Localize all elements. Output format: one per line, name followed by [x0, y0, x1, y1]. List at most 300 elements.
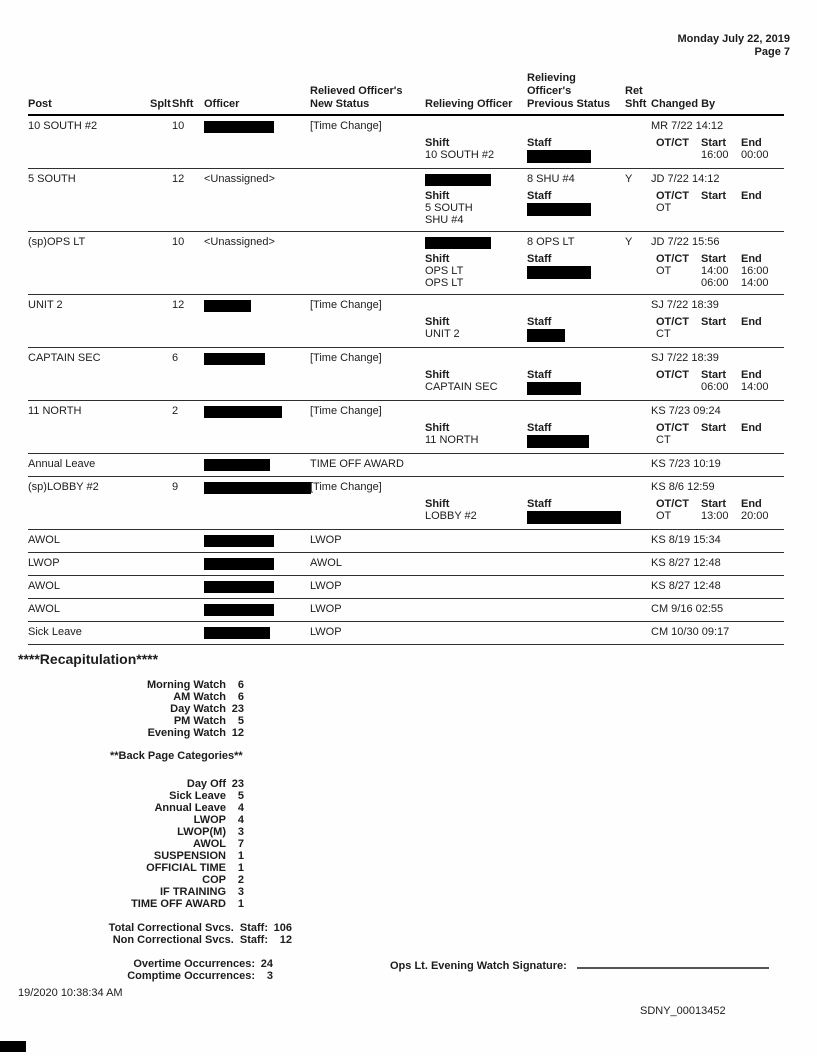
cell-post: (sp)OPS LT	[28, 236, 86, 248]
detail-times-block	[647, 190, 784, 226]
cell-shft	[172, 626, 198, 639]
cell-empty	[150, 137, 172, 163]
cell-shft	[172, 458, 198, 471]
cell-relieving-officer	[421, 299, 523, 312]
table-row	[28, 598, 784, 621]
header-cell-ret-shft	[621, 72, 647, 111]
times-values	[656, 434, 784, 446]
occurrence-line-label: Overtime Occurrences:	[133, 958, 255, 970]
cell-new-status: [Time Change]	[310, 299, 382, 311]
occurrence-line-value: 3	[266, 970, 273, 982]
cell-previous-status	[523, 120, 621, 133]
total-line-value: 12	[279, 934, 292, 946]
staff-redaction-bar	[527, 511, 621, 524]
end-value: 20:00	[741, 510, 769, 522]
header-prev-line1: Relieving Officer's	[527, 72, 576, 97]
detail-shift-line: 10 SOUTH #2	[425, 149, 495, 161]
category-line-value: 1	[237, 850, 244, 862]
detail-shift-line: 11 NORTH	[425, 434, 479, 446]
watch-line-value: 6	[237, 679, 244, 691]
row-main-line	[28, 405, 784, 418]
total-line	[18, 934, 790, 946]
detail-shift-block	[421, 190, 523, 226]
total-line-label: Total Correctional Svcs. Staff:	[108, 922, 268, 934]
detail-staff-block	[523, 316, 621, 342]
cell-new-status: [Time Change]	[310, 120, 382, 132]
cell-changed-by: KS 8/19 15:34	[651, 534, 721, 546]
scan-artifact-mark	[0, 1041, 26, 1052]
signature-blank-line	[577, 956, 769, 969]
times-values	[656, 149, 784, 161]
cell-empty	[198, 498, 306, 524]
cell-post: 11 NORTH	[28, 405, 82, 417]
category-line-label: TIME OFF AWARD	[131, 898, 226, 910]
category-line	[18, 838, 790, 850]
detail-staff-block	[523, 137, 621, 163]
cell-relieving-officer	[421, 236, 523, 249]
detail-staff-label: Staff	[527, 498, 552, 510]
cell-empty	[150, 369, 172, 395]
cell-ret-shft	[621, 481, 647, 494]
row-detail	[28, 253, 784, 289]
cell-post: 10 SOUTH #2	[28, 120, 98, 132]
cell-officer	[198, 481, 306, 494]
bates-number: SDNY_00013452	[640, 1005, 726, 1017]
cell-splt	[150, 120, 172, 133]
cell-changed-by: SJ 7/22 18:39	[651, 352, 719, 364]
table-row	[28, 621, 784, 644]
cell-officer	[198, 299, 306, 312]
watch-line-value: 12	[231, 727, 244, 739]
detail-shift-label: Shift	[425, 137, 450, 149]
start-header: Start	[701, 316, 727, 328]
cell-splt	[150, 603, 172, 616]
category-line-value: 7	[237, 838, 244, 850]
detail-shift-line: LOBBY #2	[425, 510, 477, 522]
cell-previous-status	[523, 557, 621, 570]
cell-officer: <Unassigned>	[204, 236, 275, 248]
start-header: Start	[701, 253, 727, 265]
cell-officer	[198, 534, 306, 547]
cell-changed-by: CM 10/30 09:17	[651, 626, 730, 638]
cell-empty	[150, 253, 172, 289]
officer-redaction-bar	[204, 558, 274, 570]
header-cell-changed-by	[647, 72, 784, 111]
cell-splt	[150, 534, 172, 547]
cell-empty	[306, 316, 421, 342]
cell-post: Annual Leave	[28, 458, 96, 470]
cell-empty	[198, 422, 306, 448]
detail-times-block	[647, 316, 784, 342]
otct-value: CT	[656, 434, 671, 446]
recapitulation-title: ****Recapitulation****	[18, 651, 159, 667]
category-line-label: LWOP	[193, 814, 226, 826]
cell-empty	[306, 498, 421, 524]
times-values	[656, 510, 784, 522]
times-values	[656, 265, 784, 277]
start-value: 06:00	[701, 277, 729, 289]
cell-previous-status: 8 SHU #4	[527, 173, 575, 185]
total-line-value: 106	[273, 922, 292, 934]
cell-officer	[198, 352, 306, 365]
watch-line-label: Evening Watch	[147, 727, 226, 739]
cell-ret-shft: Y	[625, 173, 633, 185]
category-line-label: Sick Leave	[169, 790, 226, 802]
staff-redaction-bar	[527, 329, 565, 342]
header-post: Post	[28, 98, 52, 110]
detail-shift-line: SHU #4	[425, 214, 464, 226]
detail-staff-block	[523, 498, 621, 524]
header-cell-officer	[198, 72, 306, 111]
cell-previous-status	[523, 481, 621, 494]
staff-redaction-bar	[527, 266, 591, 279]
cell-empty	[150, 498, 172, 524]
row-detail	[28, 137, 784, 163]
cell-officer	[198, 626, 306, 639]
cell-empty	[198, 137, 306, 163]
cell-empty	[306, 369, 421, 395]
start-header: Start	[701, 422, 727, 434]
detail-times-block	[647, 498, 784, 524]
cell-previous-status	[523, 534, 621, 547]
cell-empty	[621, 316, 647, 342]
detail-shift-label: Shift	[425, 253, 450, 265]
start-value: 13:00	[701, 510, 729, 522]
officer-redaction-bar	[204, 604, 274, 616]
start-value: 16:00	[701, 149, 729, 161]
header-prev-line2: Previous Status	[527, 98, 611, 110]
cell-ret-shft	[621, 557, 647, 570]
category-line	[18, 874, 790, 886]
cell-previous-status	[523, 352, 621, 365]
category-line	[18, 826, 790, 838]
officer-redaction-bar	[204, 353, 265, 365]
cell-new-status: LWOP	[310, 626, 342, 638]
cell-previous-status	[523, 299, 621, 312]
row-main-line	[28, 352, 784, 365]
table-row	[28, 231, 784, 294]
cell-relieving-officer	[421, 120, 523, 133]
cell-splt	[150, 557, 172, 570]
times-values	[656, 328, 784, 340]
cell-new-status	[306, 173, 421, 186]
cell-empty	[28, 137, 150, 163]
officer-redaction-bar	[204, 482, 311, 494]
cell-empty	[28, 190, 150, 226]
category-line	[18, 886, 790, 898]
category-line	[18, 778, 790, 790]
cell-previous-status	[523, 603, 621, 616]
category-line-label: LWOP(M)	[177, 826, 226, 838]
cell-previous-status: 8 OPS LT	[527, 236, 575, 248]
cell-empty	[172, 498, 198, 524]
row-detail	[28, 369, 784, 395]
cell-changed-by: JD 7/22 15:56	[651, 236, 720, 248]
category-line-value: 5	[237, 790, 244, 802]
header-relieved-line2: New Status	[310, 98, 370, 110]
cell-empty	[306, 422, 421, 448]
watch-line-label: Day Watch	[170, 703, 226, 715]
otct-value: OT	[656, 202, 672, 214]
cell-empty	[198, 369, 306, 395]
detail-times-block	[647, 422, 784, 448]
otct-header: OT/CT	[656, 422, 689, 434]
page-header	[678, 33, 791, 59]
cell-changed-by: KS 7/23 09:24	[651, 405, 721, 417]
cell-empty	[172, 190, 198, 226]
cell-shft: 10	[172, 120, 185, 132]
cell-empty	[198, 316, 306, 342]
cell-officer	[198, 603, 306, 616]
roster-table	[28, 72, 784, 645]
occurrence-line-value: 24	[260, 958, 273, 970]
category-line-label: SUSPENSION	[153, 850, 226, 862]
watch-line-label: AM Watch	[173, 691, 226, 703]
cell-splt	[150, 236, 172, 249]
relieving-redaction-bar	[425, 174, 491, 186]
cell-post: AWOL	[28, 603, 60, 615]
cell-post: UNIT 2	[28, 299, 63, 311]
row-main-line	[28, 534, 784, 547]
cell-new-status	[306, 236, 421, 249]
category-line	[18, 790, 790, 802]
cell-empty	[150, 190, 172, 226]
detail-staff-block	[523, 369, 621, 395]
cell-splt	[150, 458, 172, 471]
cell-relieving-officer	[421, 626, 523, 639]
cell-empty	[172, 316, 198, 342]
start-value	[701, 434, 741, 446]
header-cell-shft	[172, 72, 198, 111]
header-cell-post	[28, 72, 150, 111]
cell-ret-shft	[621, 603, 647, 616]
row-detail	[28, 498, 784, 524]
cell-shft: 12	[172, 299, 185, 311]
detail-shift-label: Shift	[425, 190, 450, 202]
cell-empty	[306, 137, 421, 163]
category-line	[18, 850, 790, 862]
watch-line-label: Morning Watch	[146, 679, 226, 691]
cell-relieving-officer	[421, 580, 523, 593]
cell-empty	[621, 369, 647, 395]
cell-post: AWOL	[28, 580, 60, 592]
cell-relieving-officer	[421, 352, 523, 365]
cell-splt	[150, 580, 172, 593]
category-line-label: AWOL	[193, 838, 226, 850]
end-value: 14:00	[741, 381, 769, 393]
cell-empty	[621, 190, 647, 226]
cell-changed-by: JD 7/22 14:12	[651, 173, 720, 185]
cell-officer	[198, 580, 306, 593]
otct-value: OT	[656, 265, 672, 277]
header-changed-by: Changed By	[651, 98, 716, 110]
print-timestamp: 19/2020 10:38:34 AM	[18, 987, 123, 999]
table-row	[28, 116, 784, 168]
cell-shft: 9	[172, 481, 179, 493]
category-line-value: 1	[237, 898, 244, 910]
start-header: Start	[701, 137, 727, 149]
header-cell-previous-status	[523, 72, 621, 111]
cell-empty	[621, 137, 647, 163]
cell-changed-by: SJ 7/22 18:39	[651, 299, 719, 311]
cell-shft	[172, 580, 198, 593]
cell-splt	[150, 405, 172, 418]
detail-shift-label: Shift	[425, 369, 450, 381]
category-line	[18, 802, 790, 814]
header-splt: Splt	[150, 98, 171, 110]
officer-redaction-bar	[204, 627, 270, 639]
detail-shift-block	[421, 316, 523, 342]
cell-empty	[198, 190, 306, 226]
row-main-line	[28, 481, 784, 494]
cell-empty	[172, 253, 198, 289]
staff-redaction-bar	[527, 382, 581, 395]
table-row	[28, 552, 784, 575]
officer-redaction-bar	[204, 459, 270, 471]
cell-empty	[150, 316, 172, 342]
cell-relieving-officer	[421, 481, 523, 494]
row-detail	[28, 316, 784, 342]
row-main-line	[28, 458, 784, 471]
cell-shft: 2	[172, 405, 179, 417]
cell-shft	[172, 603, 198, 616]
start-value	[701, 202, 741, 214]
cell-splt	[150, 626, 172, 639]
end-value: 00:00	[741, 149, 769, 161]
cell-changed-by: KS 8/27 12:48	[651, 580, 721, 592]
start-value	[701, 328, 741, 340]
watch-line	[18, 679, 790, 691]
category-line-label: IF TRAINING	[160, 886, 226, 898]
cell-ret-shft	[621, 120, 647, 133]
cell-empty	[28, 498, 150, 524]
header-ret: Ret	[625, 85, 643, 97]
watch-line	[18, 703, 790, 715]
end-header: End	[741, 190, 762, 202]
row-main-line	[28, 120, 784, 133]
watch-line	[18, 691, 790, 703]
detail-times-block	[647, 253, 784, 289]
officer-redaction-bar	[204, 581, 274, 593]
detail-staff-block	[523, 253, 621, 289]
cell-new-status: TIME OFF AWARD	[310, 458, 404, 470]
officer-redaction-bar	[204, 406, 282, 418]
occurrence-line-label: Comptime Occurrences:	[127, 970, 255, 982]
row-detail	[28, 190, 784, 226]
end-header: End	[741, 316, 762, 328]
category-line-value: 1	[237, 862, 244, 874]
cell-empty	[172, 137, 198, 163]
otct-header: OT/CT	[656, 253, 689, 265]
signature-label: Ops Lt. Evening Watch Signature:	[390, 960, 567, 972]
category-line-value: 3	[237, 886, 244, 898]
table-row	[28, 575, 784, 598]
total-line-label: Non Correctional Svcs. Staff:	[112, 934, 268, 946]
watch-line-value: 6	[237, 691, 244, 703]
times-values	[656, 381, 784, 393]
header-cell-splt	[150, 72, 172, 111]
detail-staff-block	[523, 422, 621, 448]
detail-staff-label: Staff	[527, 253, 552, 265]
cell-empty	[28, 253, 150, 289]
cell-shft: 10	[172, 236, 185, 248]
total-line	[18, 922, 790, 934]
header-cell-relieving-officer	[421, 72, 523, 111]
detail-shift-line: UNIT 2	[425, 328, 460, 340]
cell-post: Sick Leave	[28, 626, 82, 638]
cell-ret-shft	[621, 580, 647, 593]
cell-empty	[621, 253, 647, 289]
detail-shift-block	[421, 137, 523, 163]
otct-header: OT/CT	[656, 498, 689, 510]
cell-changed-by: KS 7/23 10:19	[651, 458, 721, 470]
detail-shift-line: OPS LT	[425, 265, 464, 277]
detail-staff-label: Staff	[527, 316, 552, 328]
cell-empty	[198, 253, 306, 289]
start-value: 06:00	[701, 381, 729, 393]
detail-staff-block	[523, 190, 621, 226]
cell-relieving-officer	[421, 458, 523, 471]
end-value	[741, 202, 775, 214]
cell-new-status: AWOL	[310, 557, 342, 569]
table-row	[28, 347, 784, 400]
officer-redaction-bar	[204, 300, 251, 312]
detail-staff-label: Staff	[527, 137, 552, 149]
times-header	[656, 253, 784, 265]
category-line-value: 4	[237, 814, 244, 826]
detail-shift-label: Shift	[425, 498, 450, 510]
row-main-line	[28, 236, 784, 249]
header-ret-shft: Shft	[625, 98, 647, 110]
cell-post: AWOL	[28, 534, 60, 546]
detail-shift-line: CAPTAIN SEC	[425, 381, 498, 393]
category-line-value: 23	[231, 778, 244, 790]
times-values	[656, 202, 784, 214]
otct-header: OT/CT	[656, 369, 689, 381]
cell-empty	[172, 369, 198, 395]
row-main-line	[28, 603, 784, 616]
content	[18, 72, 790, 982]
staff-redaction-bar	[527, 203, 591, 216]
cell-ret-shft	[621, 299, 647, 312]
signature-row	[390, 956, 769, 972]
recapitulation-section	[18, 651, 790, 982]
end-value	[741, 328, 775, 340]
officer-redaction-bar	[204, 121, 274, 133]
cell-relieving-officer	[421, 557, 523, 570]
report-date: Monday July 22, 2019	[677, 33, 790, 45]
back-page-categories-title: **Back Page Categories**	[110, 750, 243, 762]
times-values	[656, 277, 784, 289]
cell-empty	[306, 190, 421, 226]
cell-post: 5 SOUTH	[28, 173, 76, 185]
cell-ret-shft	[621, 534, 647, 547]
cell-new-status: LWOP	[310, 603, 342, 615]
totals-list	[18, 922, 790, 946]
cell-officer	[198, 458, 306, 471]
cell-shft: 6	[172, 352, 179, 364]
detail-shift-block	[421, 422, 523, 448]
cell-changed-by: KS 8/6 12:59	[651, 481, 715, 493]
otct-value	[656, 381, 701, 393]
times-header	[656, 190, 784, 202]
cell-relieving-officer	[421, 603, 523, 616]
cell-ret-shft	[621, 405, 647, 418]
otct-header: OT/CT	[656, 190, 689, 202]
end-header: End	[741, 137, 762, 149]
row-main-line	[28, 626, 784, 639]
watch-line	[18, 727, 790, 739]
